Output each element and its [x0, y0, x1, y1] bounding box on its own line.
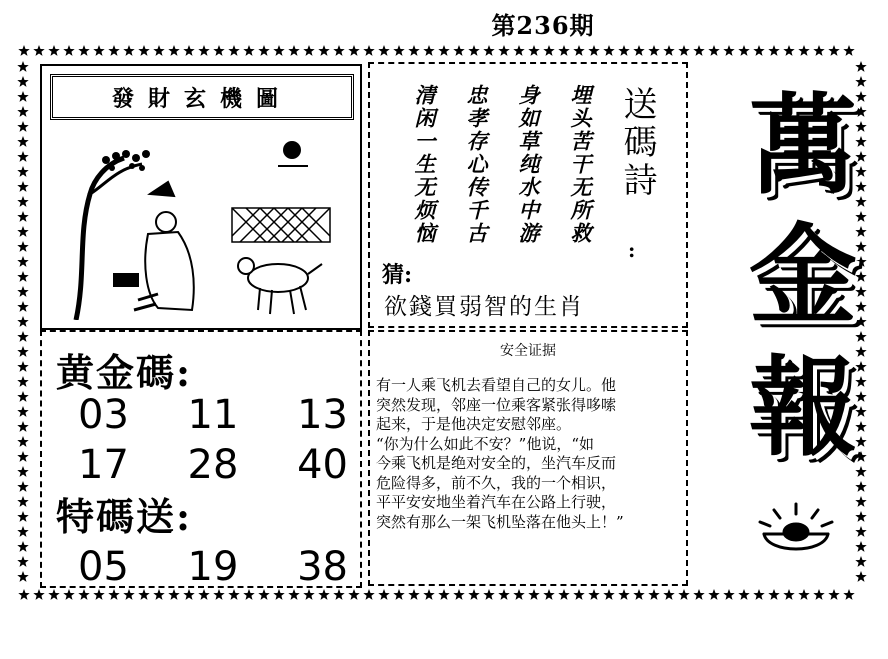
border-star [198, 589, 209, 600]
border-star [855, 466, 866, 477]
border-star [17, 376, 28, 387]
border-star [453, 589, 464, 600]
border-star [393, 45, 404, 56]
border-star [333, 589, 344, 600]
border-star [318, 589, 329, 600]
story-line: 平平安安地坐着汽车在公路上行驶， [376, 493, 617, 511]
border-star [528, 589, 539, 600]
border-star [33, 589, 44, 600]
border-star [723, 45, 734, 56]
story-panel [368, 330, 688, 586]
border-star [438, 45, 449, 56]
border-star [753, 589, 764, 600]
border-star [123, 45, 134, 56]
border-star [363, 589, 374, 600]
border-star [17, 541, 28, 552]
border-star [708, 45, 719, 56]
gold-numbers-row [78, 392, 348, 438]
border-star [17, 121, 28, 132]
brand-char: 金 [748, 213, 857, 339]
border-star [678, 45, 689, 56]
border-star [63, 589, 74, 600]
border-star [855, 541, 866, 552]
lucky-number: 13 [297, 392, 348, 438]
border-star [855, 526, 866, 537]
border-star [753, 45, 764, 56]
border-star [738, 45, 749, 56]
border-star [453, 45, 464, 56]
lucky-number: 11 [187, 392, 239, 438]
poem-heading-colon: : [628, 238, 636, 262]
border-star [258, 589, 269, 600]
border-star [573, 589, 584, 600]
border-star [17, 451, 28, 462]
gold-ingot-icon [756, 500, 836, 564]
picture-title-bar [50, 74, 354, 120]
border-star [17, 496, 28, 507]
issue-number: 第236期 [491, 11, 595, 40]
border-star [378, 589, 389, 600]
border-star [17, 256, 28, 267]
border-star [17, 406, 28, 417]
border-star [855, 76, 866, 87]
border-star [17, 301, 28, 312]
border-star [17, 466, 28, 477]
story-line: 危险得多，前不久，我的一个相识， [376, 473, 617, 492]
border-star [513, 45, 524, 56]
brand-char: 報 [748, 345, 857, 471]
border-star [17, 391, 28, 402]
border-star [18, 45, 29, 56]
border-star [363, 45, 374, 56]
border-star [543, 45, 554, 56]
lucky-number: 40 [297, 442, 348, 488]
border-star [213, 589, 224, 600]
fortune-illustration [46, 124, 354, 320]
border-star [483, 45, 494, 56]
border-star [17, 571, 28, 582]
border-star [423, 589, 434, 600]
border-star [17, 481, 28, 492]
border-star [558, 589, 569, 600]
border-star [423, 45, 434, 56]
border-star [138, 45, 149, 56]
border-star [468, 589, 479, 600]
border-star [408, 589, 419, 600]
border-star [543, 589, 554, 600]
border-star [168, 45, 179, 56]
guess-label: 猜: [382, 262, 413, 288]
border-star [783, 45, 794, 56]
border-star [17, 136, 28, 147]
border-star [48, 589, 59, 600]
gold-numbers-label: 黄金碼: [56, 350, 193, 395]
border-star [63, 45, 74, 56]
story-line: “你为什么如此不安？”他说，“如 [376, 434, 595, 453]
border-star [17, 286, 28, 297]
border-star [843, 45, 854, 56]
poem-line: 身如草纯水中游 [516, 84, 541, 245]
border-star [618, 45, 629, 56]
border-star [723, 589, 734, 600]
border-star [17, 556, 28, 567]
border-star [17, 76, 28, 87]
border-star [333, 45, 344, 56]
border-star [828, 45, 839, 56]
border-star [378, 45, 389, 56]
border-star [588, 45, 599, 56]
border-star [783, 589, 794, 600]
border-star [273, 45, 284, 56]
special-number: 38 [297, 544, 348, 590]
story-line: 突然有那么一架飞机坠落在他头上！” [376, 512, 624, 531]
border-star [78, 45, 89, 56]
border-star [768, 589, 779, 600]
border-star [618, 589, 629, 600]
border-star [17, 271, 28, 282]
border-star [17, 241, 28, 252]
picture-panel [40, 64, 362, 330]
poem-line: 清闲一生无烦恼 [412, 84, 437, 245]
border-star [498, 589, 509, 600]
border-star [17, 436, 28, 447]
border-star [17, 316, 28, 327]
border-star [198, 45, 209, 56]
border-star [273, 589, 284, 600]
border-star [513, 589, 524, 600]
border-star [855, 511, 866, 522]
border-star [93, 589, 104, 600]
lucky-number: 03 [78, 392, 129, 438]
border-star [678, 589, 689, 600]
border-star [648, 45, 659, 56]
poem-line: 埋头苦干无所救 [568, 84, 593, 245]
lucky-number: 28 [187, 442, 239, 488]
border-star [843, 589, 854, 600]
border-star [855, 211, 866, 222]
border-star [438, 589, 449, 600]
border-star [168, 589, 179, 600]
border-star [768, 45, 779, 56]
border-star [693, 45, 704, 56]
border-star [738, 589, 749, 600]
border-star [17, 151, 28, 162]
border-star [693, 589, 704, 600]
border-star [663, 45, 674, 56]
border-star [17, 361, 28, 372]
border-star [17, 61, 28, 72]
story-line: 突然发现，邻座一位乘客紧张得哆嗦 [376, 395, 617, 414]
border-star [17, 331, 28, 342]
border-star [498, 45, 509, 56]
special-number: 05 [78, 544, 129, 590]
riddle-text: 欲錢買弱智的生肖 [384, 294, 584, 320]
border-star [258, 45, 269, 56]
border-star [123, 589, 134, 600]
special-numbers-label: 特碼送: [56, 494, 193, 539]
border-star [228, 589, 239, 600]
border-star [813, 589, 824, 600]
border-star [17, 226, 28, 237]
lucky-number: 17 [78, 442, 129, 488]
border-star [153, 45, 164, 56]
border-star [663, 589, 674, 600]
border-star [33, 45, 44, 56]
border-star [468, 45, 479, 56]
border-star [18, 589, 29, 600]
border-star [17, 526, 28, 537]
border-star [633, 45, 644, 56]
border-star [348, 589, 359, 600]
border-star [648, 589, 659, 600]
border-star [813, 45, 824, 56]
border-star [603, 589, 614, 600]
border-star [798, 589, 809, 600]
border-star [828, 589, 839, 600]
border-star [17, 211, 28, 222]
border-star [288, 589, 299, 600]
border-star [17, 196, 28, 207]
border-star [855, 481, 866, 492]
gold-numbers-row [78, 442, 348, 488]
border-star [303, 45, 314, 56]
border-star [183, 589, 194, 600]
border-star [855, 61, 866, 72]
poem-heading: 送碼詩 [617, 86, 657, 200]
border-star [48, 45, 59, 56]
border-star [798, 45, 809, 56]
border-star [633, 589, 644, 600]
border-star [183, 45, 194, 56]
border-star [228, 45, 239, 56]
border-star [17, 181, 28, 192]
numbers-panel [40, 330, 362, 588]
poem-panel [368, 62, 688, 328]
border-star [528, 45, 539, 56]
poem-line: 忠孝存心传千古 [464, 84, 489, 245]
border-star [153, 589, 164, 600]
border-star [213, 45, 224, 56]
special-number: 19 [187, 544, 239, 590]
border-star [108, 45, 119, 56]
border-star [17, 166, 28, 177]
brand-char: 萬 [748, 83, 857, 209]
border-star [483, 589, 494, 600]
border-star [318, 45, 329, 56]
border-star [573, 45, 584, 56]
border-star [17, 511, 28, 522]
story-title: 安全证据 [500, 343, 556, 359]
picture-title: 發財玄機圖 [111, 85, 292, 112]
border-star [708, 589, 719, 600]
border-star [243, 589, 254, 600]
border-star [138, 589, 149, 600]
border-star [855, 496, 866, 507]
border-star [393, 589, 404, 600]
border-star [17, 421, 28, 432]
border-star [348, 45, 359, 56]
border-star [588, 589, 599, 600]
story-body [376, 376, 680, 532]
border-star [93, 45, 104, 56]
border-star [558, 45, 569, 56]
border-star [243, 45, 254, 56]
border-star [855, 331, 866, 342]
border-star [17, 91, 28, 102]
special-numbers-row [78, 544, 348, 590]
story-line: 今乘飞机是绝对安全的，坐汽车反而 [376, 454, 617, 472]
border-star [108, 589, 119, 600]
border-star [78, 589, 89, 600]
border-star [603, 45, 614, 56]
border-star [288, 45, 299, 56]
border-star [855, 556, 866, 567]
border-star [855, 571, 866, 582]
border-star [17, 106, 28, 117]
border-star [17, 346, 28, 357]
border-star [408, 45, 419, 56]
story-line: 有一人乘飞机去看望自己的女儿。他 [376, 376, 617, 394]
story-line: 起来，于是他决定安慰邻座。 [376, 415, 572, 433]
border-star [303, 589, 314, 600]
